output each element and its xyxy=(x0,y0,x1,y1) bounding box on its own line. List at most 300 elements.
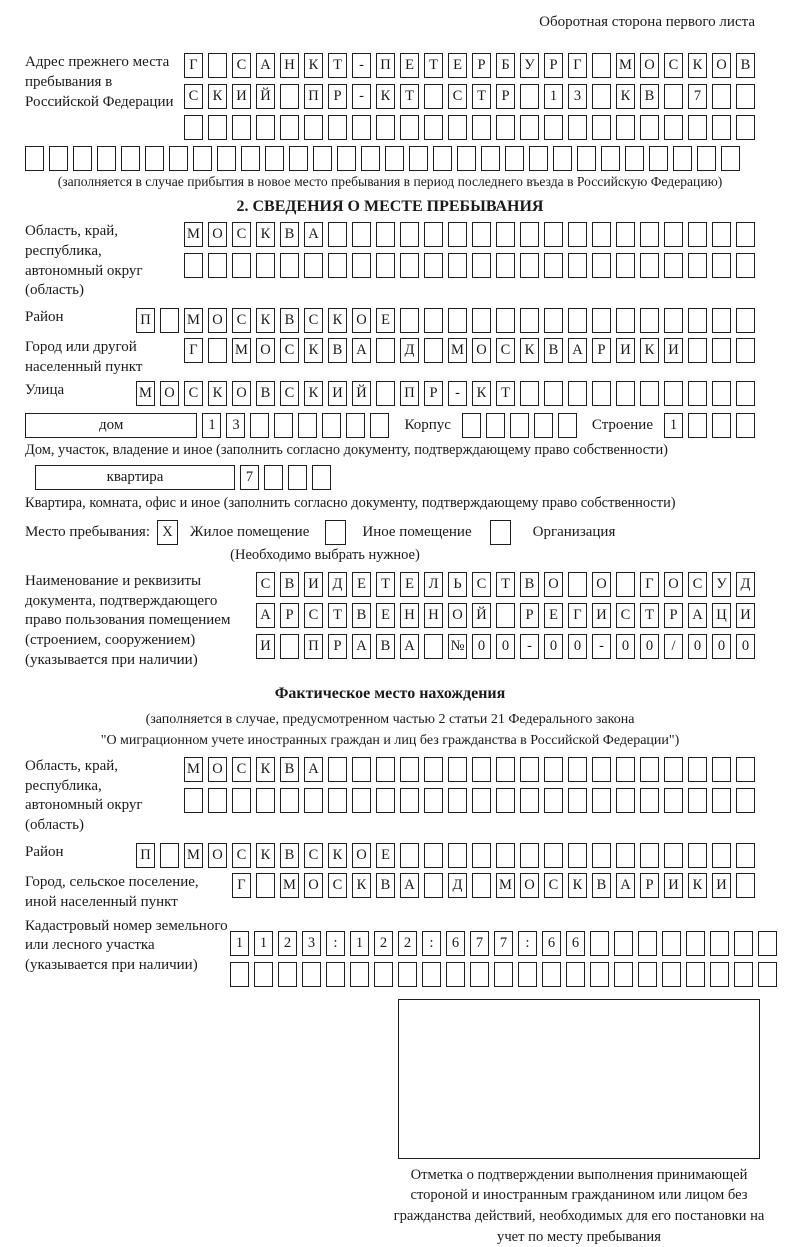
char-box: О xyxy=(208,308,227,333)
char-box-row xyxy=(136,308,755,333)
char-box: О xyxy=(160,381,179,406)
char-box: В xyxy=(520,572,539,597)
char-box xyxy=(400,757,419,782)
char-box: К xyxy=(328,843,347,868)
char-box xyxy=(400,788,419,813)
char-box: П xyxy=(136,843,155,868)
char-box xyxy=(302,962,321,987)
char-box xyxy=(601,146,620,171)
char-box xyxy=(592,222,611,247)
char-box xyxy=(472,873,491,898)
char-box: К xyxy=(616,84,635,109)
char-box: Р xyxy=(328,634,347,659)
char-box: С xyxy=(232,222,251,247)
fact-oblast-field xyxy=(25,757,755,836)
char-box xyxy=(544,222,563,247)
char-box xyxy=(184,253,203,278)
char-box xyxy=(424,843,443,868)
char-box: Т xyxy=(328,53,347,78)
char-box xyxy=(592,757,611,782)
char-box xyxy=(424,84,443,109)
char-box xyxy=(616,843,635,868)
char-box: О xyxy=(352,843,371,868)
char-box: В xyxy=(376,873,395,898)
char-box: 1 xyxy=(350,931,369,956)
char-box: И xyxy=(256,634,275,659)
char-box: А xyxy=(256,603,275,628)
char-box xyxy=(160,308,179,333)
char-box xyxy=(712,253,731,278)
char-box xyxy=(758,962,777,987)
stroenie-label: Строение xyxy=(591,416,653,433)
char-box xyxy=(640,308,659,333)
char-box xyxy=(520,253,539,278)
char-box-row xyxy=(232,873,755,898)
char-box: С xyxy=(304,308,323,333)
char-box: О xyxy=(256,338,275,363)
char-box xyxy=(544,381,563,406)
char-box xyxy=(592,253,611,278)
char-box xyxy=(448,115,467,140)
char-box xyxy=(664,308,683,333)
inoe-label: Иное помещение xyxy=(362,523,472,540)
char-box xyxy=(710,962,729,987)
char-box: 3 xyxy=(226,413,245,438)
char-box: К xyxy=(640,338,659,363)
char-box xyxy=(712,222,731,247)
char-box: О xyxy=(472,338,491,363)
char-box xyxy=(304,115,323,140)
char-box xyxy=(734,931,753,956)
char-box xyxy=(736,413,755,438)
prev-address-rows xyxy=(184,53,755,140)
char-box: Т xyxy=(376,572,395,597)
char-box: С xyxy=(232,757,251,782)
fact-title: Фактическое место нахождения xyxy=(274,684,506,702)
char-box: С xyxy=(256,572,275,597)
char-box xyxy=(697,146,716,171)
char-box xyxy=(304,253,323,278)
char-box-row xyxy=(184,338,755,363)
char-box: О xyxy=(304,873,323,898)
org-checkbox xyxy=(490,520,511,545)
char-box: Р xyxy=(328,84,347,109)
char-box: Т xyxy=(472,84,491,109)
char-box: С xyxy=(688,572,707,597)
char-box xyxy=(256,788,275,813)
char-box xyxy=(352,757,371,782)
char-box xyxy=(712,788,731,813)
char-box: И xyxy=(232,84,251,109)
ulitsa-rows xyxy=(136,381,755,406)
char-box xyxy=(264,465,283,490)
char-box xyxy=(577,146,596,171)
char-box: К xyxy=(304,53,323,78)
char-box xyxy=(568,381,587,406)
char-box-row xyxy=(184,53,755,78)
char-box xyxy=(232,253,251,278)
char-box-row xyxy=(240,465,331,490)
char-box xyxy=(736,338,755,363)
char-box: А xyxy=(616,873,635,898)
char-box: Р xyxy=(280,603,299,628)
char-box: 0 xyxy=(688,634,707,659)
char-box xyxy=(664,757,683,782)
char-box: А xyxy=(400,634,419,659)
char-box: Р xyxy=(496,84,515,109)
char-box xyxy=(534,413,553,438)
char-box xyxy=(496,757,515,782)
char-box xyxy=(510,413,529,438)
char-box-row xyxy=(184,757,755,782)
char-box xyxy=(688,381,707,406)
char-box: Е xyxy=(376,603,395,628)
char-box: А xyxy=(568,338,587,363)
char-box xyxy=(313,146,332,171)
char-box xyxy=(385,146,404,171)
char-box xyxy=(217,146,236,171)
char-box: С xyxy=(496,338,515,363)
char-box xyxy=(616,253,635,278)
rayon-rows xyxy=(136,308,755,333)
char-box xyxy=(520,381,539,406)
mesto-row xyxy=(25,520,755,545)
char-box xyxy=(518,962,537,987)
char-box-row xyxy=(184,115,755,140)
char-box: И xyxy=(328,381,347,406)
char-box xyxy=(544,115,563,140)
char-box xyxy=(640,222,659,247)
char-box xyxy=(592,381,611,406)
char-box: Н xyxy=(280,53,299,78)
char-box xyxy=(496,222,515,247)
char-box: К xyxy=(256,843,275,868)
char-box-row xyxy=(184,84,755,109)
char-box xyxy=(280,115,299,140)
char-box: П xyxy=(400,381,419,406)
char-box: А xyxy=(352,338,371,363)
char-box xyxy=(664,381,683,406)
char-box xyxy=(169,146,188,171)
char-box: Р xyxy=(664,603,683,628)
char-box xyxy=(326,962,345,987)
char-box: П xyxy=(304,634,323,659)
char-box xyxy=(424,634,443,659)
char-box: Е xyxy=(544,603,563,628)
char-box-row xyxy=(184,788,755,813)
char-box xyxy=(592,53,611,78)
char-box xyxy=(288,465,307,490)
char-box: У xyxy=(712,572,731,597)
char-box xyxy=(592,84,611,109)
fact-oblast-rows xyxy=(184,757,755,813)
char-box xyxy=(265,146,284,171)
char-box: А xyxy=(688,603,707,628)
char-box: Н xyxy=(400,603,419,628)
char-box-row xyxy=(230,931,777,956)
char-box xyxy=(322,413,341,438)
char-box xyxy=(496,308,515,333)
char-box: О xyxy=(544,572,563,597)
char-box xyxy=(370,413,389,438)
char-box: № xyxy=(448,634,467,659)
oblast-field xyxy=(25,222,755,301)
char-box: М xyxy=(136,381,155,406)
char-box: О xyxy=(232,381,251,406)
char-box: С xyxy=(616,603,635,628)
char-box xyxy=(688,222,707,247)
char-box xyxy=(470,962,489,987)
char-box: Д xyxy=(448,873,467,898)
char-box xyxy=(73,146,92,171)
char-box xyxy=(710,931,729,956)
char-box xyxy=(520,788,539,813)
char-box: С xyxy=(184,84,203,109)
char-box: С xyxy=(184,381,203,406)
char-box xyxy=(688,413,707,438)
char-box xyxy=(736,873,755,898)
char-box: 6 xyxy=(446,931,465,956)
korpus-label: Корпус xyxy=(404,416,451,433)
char-box: Р xyxy=(520,603,539,628)
char-box xyxy=(544,843,563,868)
char-box: - xyxy=(352,53,371,78)
char-box: О xyxy=(448,603,467,628)
char-box: : xyxy=(422,931,441,956)
char-box: В xyxy=(328,338,347,363)
char-box: 1 xyxy=(544,84,563,109)
gorod-rows xyxy=(184,338,755,363)
gorod-label: Город или другой населенный пункт xyxy=(25,339,143,375)
char-box xyxy=(278,962,297,987)
char-box: Т xyxy=(328,603,347,628)
char-box xyxy=(280,253,299,278)
dom-row xyxy=(25,413,755,438)
char-box: В xyxy=(280,757,299,782)
char-box xyxy=(409,146,428,171)
char-box xyxy=(280,634,299,659)
char-box xyxy=(184,115,203,140)
char-box xyxy=(640,115,659,140)
char-box: С xyxy=(232,843,251,868)
char-box: М xyxy=(184,843,203,868)
char-box: В xyxy=(256,381,275,406)
char-box xyxy=(505,146,524,171)
char-box: С xyxy=(448,84,467,109)
char-box xyxy=(494,962,513,987)
char-box: Г xyxy=(184,53,203,78)
char-box-row xyxy=(230,962,777,987)
char-box: 7 xyxy=(688,84,707,109)
char-box xyxy=(289,146,308,171)
char-box xyxy=(686,962,705,987)
char-box xyxy=(374,962,393,987)
char-box: К xyxy=(520,338,539,363)
kvartira-box: квартира xyxy=(35,465,235,490)
char-box xyxy=(376,788,395,813)
char-box xyxy=(241,146,260,171)
char-box xyxy=(544,253,563,278)
char-box xyxy=(472,222,491,247)
char-box: С xyxy=(280,338,299,363)
char-box xyxy=(424,338,443,363)
char-box xyxy=(520,308,539,333)
oblast-label: Область, край, республика, автономный округ (область) xyxy=(25,223,143,299)
char-box xyxy=(664,115,683,140)
char-box-row xyxy=(136,843,755,868)
char-box xyxy=(145,146,164,171)
char-box: 1 xyxy=(664,413,683,438)
char-box-row xyxy=(256,572,755,597)
oblast-rows xyxy=(184,222,755,278)
char-box xyxy=(529,146,548,171)
char-box xyxy=(352,115,371,140)
char-box xyxy=(462,413,481,438)
char-box: Е xyxy=(376,843,395,868)
char-box xyxy=(616,381,635,406)
char-box xyxy=(614,931,633,956)
char-box xyxy=(424,253,443,278)
char-box: 3 xyxy=(302,931,321,956)
char-box xyxy=(568,222,587,247)
char-box xyxy=(568,253,587,278)
char-box xyxy=(712,757,731,782)
char-box: К xyxy=(352,873,371,898)
char-box: 6 xyxy=(542,931,561,956)
char-box xyxy=(208,53,227,78)
char-box xyxy=(712,84,731,109)
prev-address-field xyxy=(25,53,755,140)
char-box: - xyxy=(592,634,611,659)
char-box: Ь xyxy=(448,572,467,597)
char-box xyxy=(544,308,563,333)
char-box xyxy=(424,757,443,782)
char-box: М xyxy=(232,338,251,363)
char-box: 0 xyxy=(472,634,491,659)
char-box xyxy=(376,115,395,140)
zhiloe-checkbox: X xyxy=(157,520,178,545)
char-box xyxy=(712,413,731,438)
char-box: В xyxy=(376,634,395,659)
char-box xyxy=(568,572,587,597)
char-box xyxy=(481,146,500,171)
char-box xyxy=(688,788,707,813)
kvartira-row xyxy=(35,465,755,490)
char-box: 7 xyxy=(240,465,259,490)
char-box: С xyxy=(664,53,683,78)
char-box: С xyxy=(472,572,491,597)
char-box xyxy=(568,115,587,140)
char-box xyxy=(350,962,369,987)
char-box: Т xyxy=(400,84,419,109)
char-box xyxy=(662,962,681,987)
char-box xyxy=(686,931,705,956)
char-box xyxy=(448,222,467,247)
char-box: К xyxy=(208,381,227,406)
char-box: И xyxy=(304,572,323,597)
prev-address-label: Адрес прежнего места пребывания в Российской Федерации xyxy=(25,54,174,110)
char-box: С xyxy=(304,843,323,868)
char-box: Е xyxy=(400,572,419,597)
org-label: Организация xyxy=(532,523,616,540)
char-box: Г xyxy=(568,603,587,628)
back-side-note: Оборотная сторона первого листа xyxy=(539,14,755,30)
char-box xyxy=(400,308,419,333)
char-box xyxy=(614,962,633,987)
char-box xyxy=(361,146,380,171)
char-box xyxy=(274,413,293,438)
char-box: И xyxy=(592,603,611,628)
char-box xyxy=(688,338,707,363)
char-box: О xyxy=(352,308,371,333)
char-box: А xyxy=(352,634,371,659)
char-box: Б xyxy=(496,53,515,78)
char-box xyxy=(193,146,212,171)
char-box-row xyxy=(462,413,577,438)
char-box: 2 xyxy=(374,931,393,956)
char-box: К xyxy=(328,308,347,333)
char-box: / xyxy=(664,634,683,659)
char-box: В xyxy=(352,603,371,628)
fact-rayon-rows xyxy=(136,843,755,868)
char-box xyxy=(280,788,299,813)
char-box: О xyxy=(592,572,611,597)
char-box: Г xyxy=(232,873,251,898)
char-box: 7 xyxy=(470,931,489,956)
char-box: О xyxy=(208,757,227,782)
char-box: В xyxy=(736,53,755,78)
char-box: И xyxy=(712,873,731,898)
char-box xyxy=(472,308,491,333)
char-box xyxy=(328,222,347,247)
char-box xyxy=(640,253,659,278)
char-box xyxy=(400,843,419,868)
fact-gorod-field xyxy=(25,873,755,913)
char-box: 1 xyxy=(230,931,249,956)
char-box xyxy=(590,962,609,987)
char-box: Й xyxy=(472,603,491,628)
char-box xyxy=(592,788,611,813)
char-box xyxy=(400,222,419,247)
char-box xyxy=(121,146,140,171)
fact-note-line2: "О миграционном учете иностранных граждан и лиц без гражданства в Российской Федерации") xyxy=(100,732,680,748)
char-box xyxy=(566,962,585,987)
dom-box: дом xyxy=(25,413,197,438)
char-box: С xyxy=(304,603,323,628)
char-box xyxy=(664,222,683,247)
char-box xyxy=(256,253,275,278)
char-box: Е xyxy=(448,53,467,78)
char-box xyxy=(424,222,443,247)
char-box xyxy=(712,843,731,868)
char-box xyxy=(712,381,731,406)
char-box: Т xyxy=(496,572,515,597)
char-box xyxy=(448,308,467,333)
char-box: - xyxy=(352,84,371,109)
char-box: С xyxy=(544,873,563,898)
char-box xyxy=(446,962,465,987)
char-box xyxy=(280,84,299,109)
char-box xyxy=(298,413,317,438)
char-box xyxy=(448,757,467,782)
char-box: К xyxy=(688,53,707,78)
char-box xyxy=(542,962,561,987)
doc-rows xyxy=(256,572,755,659)
char-box: 0 xyxy=(640,634,659,659)
char-box xyxy=(736,222,755,247)
char-box: С xyxy=(280,381,299,406)
char-box xyxy=(616,308,635,333)
